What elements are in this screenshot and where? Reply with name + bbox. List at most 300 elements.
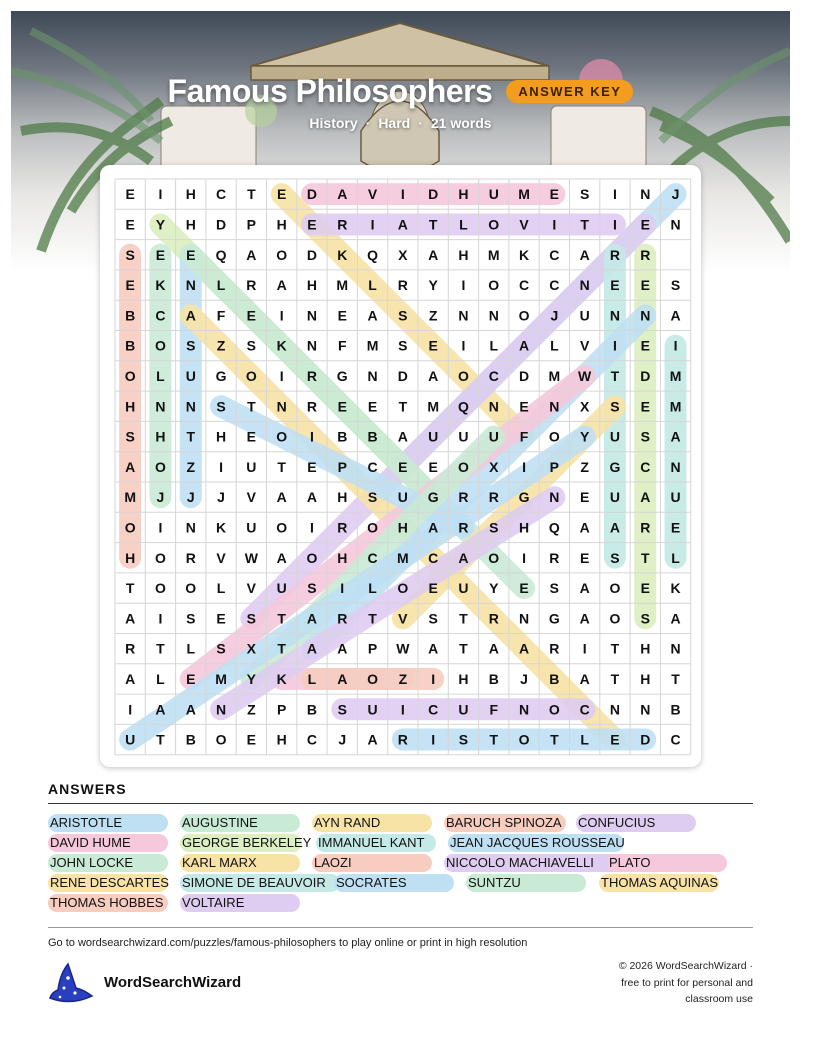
- grid-letter[interactable]: S: [458, 731, 469, 748]
- grid-letter[interactable]: A: [579, 246, 590, 263]
- grid-letter[interactable]: F: [337, 337, 347, 354]
- grid-letter[interactable]: E: [216, 610, 226, 627]
- grid-letter[interactable]: T: [580, 216, 589, 233]
- grid-letter[interactable]: R: [397, 731, 408, 748]
- grid-letter[interactable]: V: [246, 489, 257, 506]
- grid-letter[interactable]: R: [246, 277, 257, 294]
- grid-letter[interactable]: I: [310, 519, 314, 536]
- grid-letter[interactable]: D: [306, 186, 318, 203]
- grid-letter[interactable]: A: [579, 519, 590, 536]
- grid-letter[interactable]: D: [215, 216, 227, 233]
- grid-letter[interactable]: H: [458, 670, 469, 687]
- grid-letter[interactable]: C: [488, 367, 499, 384]
- grid-letter[interactable]: E: [367, 398, 378, 415]
- grid-letter[interactable]: I: [582, 640, 587, 657]
- grid-letter[interactable]: C: [428, 701, 439, 718]
- grid-letter[interactable]: A: [337, 640, 348, 657]
- grid-letter[interactable]: V: [367, 186, 378, 203]
- grid-letter[interactable]: S: [549, 580, 560, 597]
- grid-letter[interactable]: I: [461, 277, 466, 294]
- grid-letter[interactable]: A: [579, 580, 590, 597]
- grid-letter[interactable]: X: [579, 398, 590, 415]
- grid-letter[interactable]: A: [428, 367, 439, 384]
- grid-letter[interactable]: A: [337, 186, 348, 203]
- grid-letter[interactable]: O: [488, 216, 500, 233]
- grid-letter[interactable]: S: [246, 337, 257, 354]
- grid-letter[interactable]: G: [336, 367, 348, 384]
- grid-letter[interactable]: C: [640, 458, 651, 475]
- grid-letter[interactable]: I: [400, 701, 405, 718]
- grid-letter[interactable]: M: [366, 337, 379, 354]
- grid-letter[interactable]: O: [609, 580, 621, 597]
- grid-letter[interactable]: O: [155, 458, 166, 475]
- grid-letter[interactable]: M: [215, 670, 227, 687]
- grid-letter[interactable]: B: [670, 701, 681, 718]
- grid-letter[interactable]: G: [215, 367, 227, 384]
- grid-letter[interactable]: U: [670, 489, 681, 506]
- grid-letter[interactable]: E: [337, 398, 347, 415]
- grid-letter[interactable]: U: [488, 428, 499, 445]
- grid-letter[interactable]: L: [186, 640, 196, 657]
- grid-letter[interactable]: O: [215, 731, 227, 748]
- grid-letter[interactable]: Q: [548, 519, 560, 536]
- grid-letter[interactable]: L: [216, 580, 226, 597]
- grid-letter[interactable]: K: [155, 277, 166, 294]
- grid-letter[interactable]: M: [124, 489, 136, 506]
- grid-letter[interactable]: A: [155, 701, 166, 718]
- grid-letter[interactable]: L: [307, 670, 317, 687]
- grid-letter[interactable]: M: [669, 398, 682, 415]
- grid-letter[interactable]: H: [215, 428, 227, 445]
- grid-letter[interactable]: R: [488, 489, 499, 506]
- grid-letter[interactable]: L: [368, 580, 377, 597]
- grid-letter[interactable]: E: [579, 549, 590, 566]
- grid-letter[interactable]: E: [125, 186, 135, 203]
- grid-letter[interactable]: A: [670, 610, 681, 627]
- grid-letter[interactable]: L: [550, 337, 559, 354]
- grid-letter[interactable]: L: [156, 367, 165, 384]
- grid-letter[interactable]: S: [640, 610, 650, 627]
- grid-letter[interactable]: L: [459, 216, 468, 233]
- grid-letter[interactable]: O: [185, 580, 197, 597]
- grid-letter[interactable]: N: [609, 701, 621, 718]
- grid-letter[interactable]: I: [400, 186, 405, 203]
- grid-letter[interactable]: S: [337, 701, 347, 718]
- grid-letter[interactable]: N: [670, 640, 681, 657]
- grid-letter[interactable]: A: [428, 640, 439, 657]
- grid-letter[interactable]: C: [367, 549, 378, 566]
- grid-letter[interactable]: T: [125, 580, 135, 597]
- grid-letter[interactable]: A: [367, 731, 378, 748]
- grid-letter[interactable]: B: [125, 337, 136, 354]
- grid-letter[interactable]: H: [155, 428, 166, 445]
- grid-letter[interactable]: T: [489, 731, 499, 748]
- grid-letter[interactable]: T: [610, 640, 620, 657]
- grid-letter[interactable]: U: [397, 489, 408, 506]
- grid-letter[interactable]: S: [398, 307, 408, 324]
- grid-letter[interactable]: R: [397, 277, 408, 294]
- grid-letter[interactable]: A: [579, 670, 590, 687]
- grid-letter[interactable]: Z: [216, 337, 226, 354]
- grid-letter[interactable]: O: [609, 610, 621, 627]
- grid-letter[interactable]: Z: [398, 670, 408, 687]
- grid-letter[interactable]: T: [277, 610, 286, 627]
- grid-letter[interactable]: T: [459, 610, 468, 627]
- grid-letter[interactable]: Q: [367, 246, 378, 263]
- grid-letter[interactable]: C: [215, 186, 227, 203]
- grid-letter[interactable]: E: [519, 580, 529, 597]
- grid-letter[interactable]: J: [186, 489, 195, 506]
- grid-letter[interactable]: P: [337, 458, 347, 475]
- grid-letter[interactable]: T: [368, 610, 377, 627]
- grid-letter[interactable]: Y: [155, 216, 166, 233]
- grid-letter[interactable]: A: [458, 549, 469, 566]
- grid-letter[interactable]: I: [279, 307, 284, 324]
- grid-letter[interactable]: O: [518, 307, 530, 324]
- grid-letter[interactable]: P: [276, 701, 287, 718]
- grid-letter[interactable]: L: [368, 277, 377, 294]
- grid-letter[interactable]: F: [216, 307, 226, 324]
- grid-letter[interactable]: U: [458, 428, 469, 445]
- grid-letter[interactable]: N: [185, 398, 196, 415]
- grid-letter[interactable]: I: [158, 186, 163, 203]
- grid-letter[interactable]: V: [216, 549, 226, 566]
- grid-letter[interactable]: L: [671, 549, 680, 566]
- grid-letter[interactable]: V: [579, 337, 590, 354]
- grid-letter[interactable]: N: [670, 458, 681, 475]
- grid-letter[interactable]: D: [640, 367, 651, 384]
- grid-letter[interactable]: H: [125, 549, 136, 566]
- grid-letter[interactable]: V: [246, 580, 257, 597]
- grid-letter[interactable]: E: [670, 519, 681, 536]
- grid-letter[interactable]: I: [522, 549, 526, 566]
- grid-letter[interactable]: G: [609, 458, 621, 475]
- grid-letter[interactable]: E: [428, 337, 438, 354]
- grid-letter[interactable]: N: [215, 701, 227, 718]
- grid-letter[interactable]: D: [306, 246, 318, 263]
- grid-letter[interactable]: I: [522, 458, 526, 475]
- grid-letter[interactable]: I: [310, 428, 314, 445]
- grid-letter[interactable]: C: [549, 277, 560, 294]
- grid-letter[interactable]: O: [488, 277, 500, 294]
- grid-letter[interactable]: L: [216, 277, 226, 294]
- grid-letter[interactable]: T: [247, 186, 256, 203]
- grid-letter[interactable]: A: [125, 458, 136, 475]
- grid-letter[interactable]: M: [669, 367, 682, 384]
- grid-letter[interactable]: I: [219, 458, 223, 475]
- grid-letter[interactable]: P: [246, 216, 257, 233]
- grid-letter[interactable]: K: [518, 246, 530, 263]
- grid-letter[interactable]: G: [548, 610, 560, 627]
- footer-link[interactable]: Go to wordsearchwizard.com/puzzles/famous-philosophers to play online or print in high resolution: [48, 937, 528, 949]
- grid-letter[interactable]: R: [609, 246, 621, 263]
- grid-letter[interactable]: A: [397, 216, 408, 233]
- grid-letter[interactable]: B: [549, 670, 560, 687]
- grid-letter[interactable]: N: [185, 519, 196, 536]
- grid-letter[interactable]: Y: [246, 670, 257, 687]
- grid-letter[interactable]: O: [276, 428, 288, 445]
- grid-letter[interactable]: M: [336, 277, 349, 294]
- grid-letter[interactable]: Z: [186, 458, 196, 475]
- grid-letter[interactable]: A: [337, 670, 348, 687]
- grid-letter[interactable]: O: [397, 580, 409, 597]
- grid-letter[interactable]: U: [125, 731, 136, 748]
- grid-letter[interactable]: S: [125, 428, 135, 445]
- grid-letter[interactable]: V: [519, 216, 529, 233]
- grid-letter[interactable]: Y: [428, 277, 438, 294]
- grid-letter[interactable]: H: [397, 519, 408, 536]
- grid-letter[interactable]: E: [246, 307, 257, 324]
- grid-letter[interactable]: N: [640, 307, 651, 324]
- grid-letter[interactable]: F: [519, 428, 529, 445]
- grid-letter[interactable]: I: [340, 580, 345, 597]
- grid-letter[interactable]: B: [367, 428, 378, 445]
- grid-letter[interactable]: I: [461, 337, 466, 354]
- grid-letter[interactable]: U: [458, 701, 469, 718]
- grid-letter[interactable]: T: [459, 640, 468, 657]
- grid-letter[interactable]: A: [579, 610, 590, 627]
- grid-letter[interactable]: C: [428, 549, 439, 566]
- grid-letter[interactable]: A: [609, 519, 621, 536]
- grid-letter[interactable]: H: [185, 186, 196, 203]
- grid-letter[interactable]: D: [428, 186, 439, 203]
- grid-letter[interactable]: O: [548, 428, 560, 445]
- grid-letter[interactable]: L: [580, 731, 589, 748]
- grid-letter[interactable]: A: [428, 519, 439, 536]
- grid-letter[interactable]: T: [610, 670, 620, 687]
- grid-letter[interactable]: R: [458, 519, 469, 536]
- grid-letter[interactable]: A: [125, 610, 136, 627]
- grid-letter[interactable]: S: [610, 398, 620, 415]
- grid-letter[interactable]: B: [125, 307, 136, 324]
- grid-letter[interactable]: M: [548, 367, 561, 384]
- grid-letter[interactable]: E: [640, 277, 650, 294]
- grid-letter[interactable]: T: [671, 670, 680, 687]
- grid-letter[interactable]: B: [306, 701, 318, 718]
- grid-letter[interactable]: O: [367, 519, 378, 536]
- grid-letter[interactable]: E: [640, 398, 650, 415]
- grid-letter[interactable]: T: [610, 367, 620, 384]
- grid-letter[interactable]: U: [246, 519, 257, 536]
- grid-letter[interactable]: H: [337, 489, 348, 506]
- grid-letter[interactable]: R: [306, 367, 318, 384]
- grid-letter[interactable]: S: [125, 246, 135, 263]
- grid-letter[interactable]: Y: [489, 580, 499, 597]
- grid-letter[interactable]: O: [518, 731, 530, 748]
- grid-letter[interactable]: H: [458, 246, 469, 263]
- grid-letter[interactable]: R: [549, 549, 560, 566]
- grid-letter[interactable]: H: [640, 670, 651, 687]
- grid-letter[interactable]: Z: [247, 701, 256, 718]
- grid-letter[interactable]: I: [431, 731, 436, 748]
- grid-letter[interactable]: E: [307, 216, 317, 233]
- grid-letter[interactable]: N: [670, 216, 681, 233]
- grid-letter[interactable]: E: [579, 489, 590, 506]
- grid-letter[interactable]: R: [337, 519, 348, 536]
- grid-letter[interactable]: B: [185, 731, 196, 748]
- grid-letter[interactable]: A: [518, 337, 530, 354]
- grid-letter[interactable]: C: [155, 307, 166, 324]
- grid-letter[interactable]: E: [610, 731, 620, 748]
- grid-letter[interactable]: N: [518, 610, 530, 627]
- grid-letter[interactable]: A: [488, 640, 499, 657]
- grid-letter[interactable]: H: [518, 519, 530, 536]
- grid-letter[interactable]: S: [307, 580, 317, 597]
- grid-letter[interactable]: O: [458, 458, 469, 475]
- grid-letter[interactable]: N: [306, 307, 318, 324]
- grid-letter[interactable]: C: [670, 731, 681, 748]
- grid-letter[interactable]: O: [458, 367, 469, 384]
- grid-letter[interactable]: Z: [428, 307, 438, 324]
- grid-letter[interactable]: E: [519, 398, 529, 415]
- grid-letter[interactable]: T: [156, 640, 165, 657]
- grid-letter[interactable]: E: [186, 670, 196, 687]
- grid-letter[interactable]: O: [245, 367, 257, 384]
- grid-letter[interactable]: M: [518, 186, 530, 203]
- grid-letter[interactable]: O: [548, 701, 560, 718]
- grid-letter[interactable]: S: [579, 186, 590, 203]
- grid-letter[interactable]: N: [579, 277, 590, 294]
- grid-letter[interactable]: S: [428, 610, 438, 627]
- grid-letter[interactable]: T: [277, 640, 286, 657]
- grid-letter[interactable]: I: [158, 519, 163, 536]
- grid-letter[interactable]: N: [367, 367, 378, 384]
- grid-letter[interactable]: N: [488, 398, 499, 415]
- grid-letter[interactable]: T: [640, 549, 650, 566]
- grid-letter[interactable]: A: [428, 246, 439, 263]
- grid-letter[interactable]: J: [217, 489, 225, 506]
- grid-letter[interactable]: N: [276, 398, 287, 415]
- grid-letter[interactable]: E: [428, 458, 438, 475]
- grid-letter[interactable]: I: [431, 670, 436, 687]
- grid-letter[interactable]: B: [488, 670, 499, 687]
- grid-letter[interactable]: L: [156, 670, 165, 687]
- grid-letter[interactable]: A: [670, 428, 681, 445]
- grid-letter[interactable]: B: [337, 428, 348, 445]
- grid-letter[interactable]: M: [427, 398, 439, 415]
- grid-letter[interactable]: E: [428, 580, 438, 597]
- grid-letter[interactable]: N: [488, 307, 499, 324]
- grid-letter[interactable]: T: [277, 458, 286, 475]
- grid-letter[interactable]: K: [670, 580, 681, 597]
- grid-letter[interactable]: J: [156, 489, 165, 506]
- grid-letter[interactable]: D: [397, 367, 408, 384]
- grid-letter[interactable]: U: [185, 367, 196, 384]
- grid-letter[interactable]: H: [125, 398, 136, 415]
- grid-letter[interactable]: K: [276, 670, 287, 687]
- grid-letter[interactable]: C: [579, 701, 590, 718]
- grid-letter[interactable]: A: [276, 277, 287, 294]
- grid-letter[interactable]: O: [155, 337, 166, 354]
- grid-letter[interactable]: S: [186, 337, 196, 354]
- grid-letter[interactable]: J: [671, 186, 680, 203]
- grid-letter[interactable]: H: [306, 277, 318, 294]
- grid-letter[interactable]: S: [216, 640, 226, 657]
- grid-letter[interactable]: E: [337, 307, 347, 324]
- grid-letter[interactable]: I: [613, 186, 617, 203]
- grid-letter[interactable]: T: [247, 398, 256, 415]
- grid-letter[interactable]: O: [306, 549, 318, 566]
- grid-letter[interactable]: J: [550, 307, 559, 324]
- grid-letter[interactable]: U: [488, 186, 499, 203]
- grid-letter[interactable]: N: [458, 307, 469, 324]
- grid-letter[interactable]: R: [640, 519, 651, 536]
- grid-letter[interactable]: H: [185, 216, 196, 233]
- grid-letter[interactable]: A: [397, 428, 408, 445]
- grid-letter[interactable]: O: [488, 549, 500, 566]
- grid-letter[interactable]: C: [549, 246, 560, 263]
- grid-letter[interactable]: S: [246, 610, 257, 627]
- grid-letter[interactable]: R: [337, 610, 348, 627]
- grid-letter[interactable]: R: [185, 549, 196, 566]
- grid-letter[interactable]: A: [276, 549, 287, 566]
- grid-letter[interactable]: O: [276, 246, 288, 263]
- grid-letter[interactable]: N: [549, 489, 560, 506]
- grid-letter[interactable]: Q: [458, 398, 469, 415]
- grid-letter[interactable]: N: [640, 186, 651, 203]
- grid-letter[interactable]: D: [518, 367, 530, 384]
- grid-letter[interactable]: P: [367, 640, 378, 657]
- grid-letter[interactable]: K: [215, 519, 227, 536]
- grid-letter[interactable]: A: [125, 670, 136, 687]
- grid-letter[interactable]: O: [276, 519, 288, 536]
- grid-letter[interactable]: W: [396, 640, 410, 657]
- grid-letter[interactable]: S: [367, 489, 378, 506]
- grid-letter[interactable]: W: [244, 549, 258, 566]
- grid-letter[interactable]: N: [518, 701, 530, 718]
- grid-letter[interactable]: N: [185, 277, 196, 294]
- grid-letter[interactable]: U: [367, 701, 378, 718]
- grid-letter[interactable]: O: [155, 580, 166, 597]
- grid-letter[interactable]: E: [125, 216, 135, 233]
- grid-letter[interactable]: E: [549, 186, 560, 203]
- grid-letter[interactable]: I: [128, 701, 133, 718]
- grid-letter[interactable]: R: [458, 489, 469, 506]
- grid-letter[interactable]: A: [306, 610, 318, 627]
- grid-letter[interactable]: S: [640, 428, 650, 445]
- grid-letter[interactable]: R: [549, 640, 560, 657]
- grid-letter[interactable]: S: [186, 610, 196, 627]
- grid-letter[interactable]: S: [398, 337, 408, 354]
- grid-letter[interactable]: T: [186, 428, 196, 445]
- grid-letter[interactable]: T: [398, 398, 408, 415]
- grid-letter[interactable]: Z: [580, 458, 589, 475]
- grid-letter[interactable]: G: [427, 489, 439, 506]
- grid-letter[interactable]: K: [337, 246, 348, 263]
- grid-letter[interactable]: I: [613, 216, 617, 233]
- grid-letter[interactable]: C: [518, 277, 530, 294]
- grid-letter[interactable]: A: [185, 701, 196, 718]
- grid-letter[interactable]: J: [520, 670, 528, 687]
- grid-letter[interactable]: I: [158, 610, 163, 627]
- grid-letter[interactable]: X: [398, 246, 408, 263]
- grid-letter[interactable]: U: [246, 458, 257, 475]
- grid-letter[interactable]: S: [670, 277, 681, 294]
- grid-letter[interactable]: C: [306, 731, 318, 748]
- grid-letter[interactable]: R: [488, 610, 499, 627]
- grid-letter[interactable]: K: [276, 337, 287, 354]
- grid-letter[interactable]: R: [640, 246, 651, 263]
- grid-letter[interactable]: E: [640, 216, 650, 233]
- grid-letter[interactable]: T: [156, 731, 165, 748]
- grid-letter[interactable]: N: [155, 398, 166, 415]
- grid-letter[interactable]: F: [489, 701, 499, 718]
- grid-letter[interactable]: E: [246, 731, 257, 748]
- grid-letter[interactable]: E: [610, 277, 620, 294]
- grid-letter[interactable]: N: [609, 307, 621, 324]
- grid-letter[interactable]: X: [246, 640, 257, 657]
- grid-letter[interactable]: U: [609, 428, 621, 445]
